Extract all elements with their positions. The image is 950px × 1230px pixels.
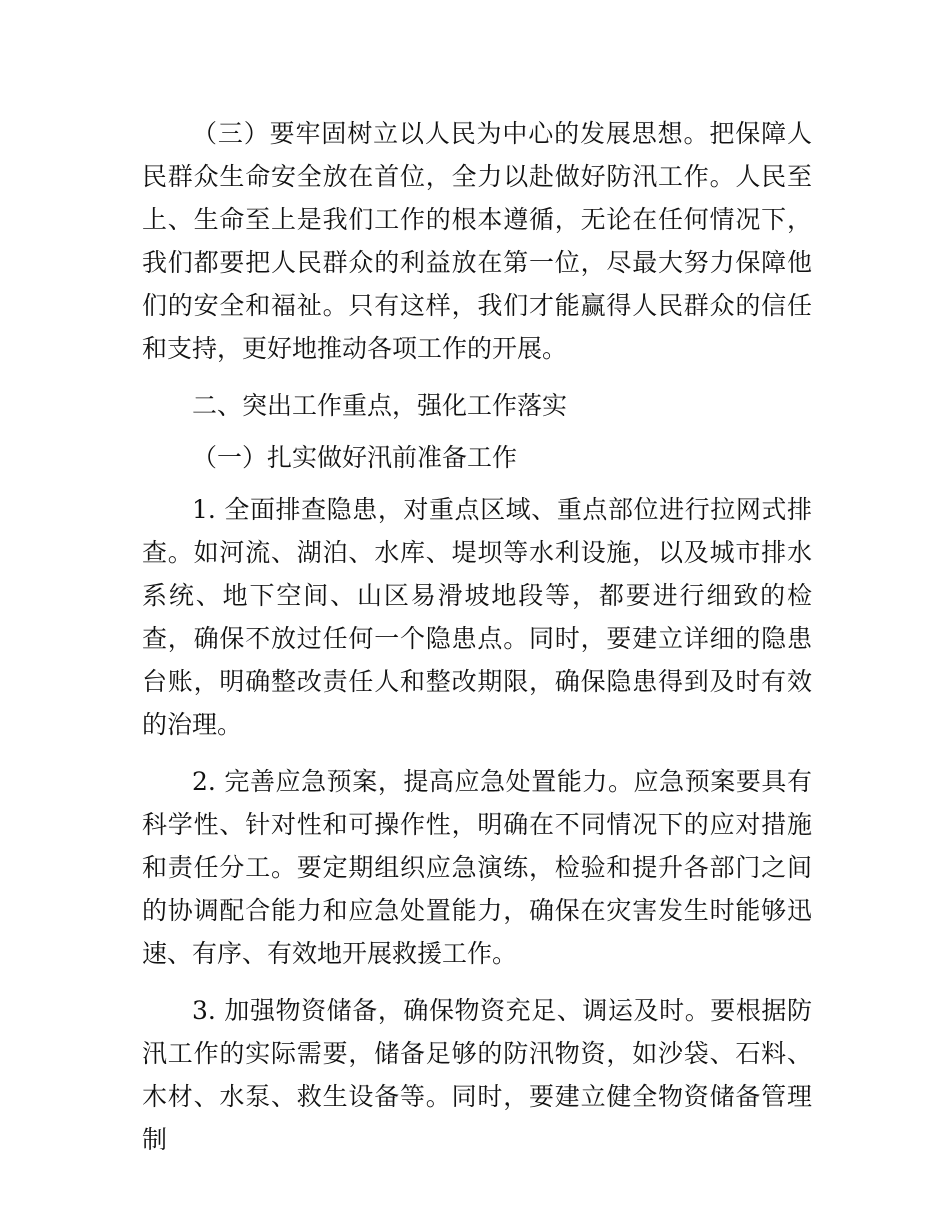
section-heading-work-focus: 二、突出工作重点，强化工作落实 [192, 391, 568, 420]
subsection-heading-preflood-preparation: （一）扎实做好汛前准备工作 [192, 443, 518, 472]
paragraph-people-centered: （三）要牢固树立以人民为中心的发展思想。把保障人民群众生命安全放在首位，全力以赴做好防汛工作。人民至上、生命至上是我们工作的根本遵循，无论在任何情况下，我们都要把人民群众的利益放在第一位，尽最大努力保障他们的安全和福祉。只有这样，我们才能赢得人民群众的信任和支持，更好地推动各项工作的开展。 [142, 119, 812, 363]
document-body [142, 112, 812, 1175]
paragraph-item-3-material-reserve: 3. 加强物资储备，确保物资充足、调运及时。要根据防汛工作的实际需要，储备足够的防汛物资，如沙袋、石料、木材、水泵、救生设备等。同时，要建立健全物资储备管理制 [142, 996, 812, 1154]
paragraph-item-1-hazard-inspection: 1. 全面排查隐患，对重点区域、重点部位进行拉网式排查。如河流、湖泊、水库、堤坝等水利设施，以及城市排水系统、地下空间、山区易滑坡地段等，都要进行细致的检查，确保不放过任何一个隐患点。同时，要建立详细的隐患台账，明确整改责任人和整改期限，确保隐患得到及时有效的治理。 [142, 495, 812, 739]
paragraph-item-2-emergency-plan: 2. 完善应急预案，提高应急处置能力。应急预案要具有科学性、针对性和可操作性，明确在不同情况下的应对措施和责任分工。要定期组织应急演练，检验和提升各部门之间的协调配合能力和应急处置能力，确保在灾害发生时能够迅速、有序、有效地开展救援工作。 [142, 767, 812, 968]
